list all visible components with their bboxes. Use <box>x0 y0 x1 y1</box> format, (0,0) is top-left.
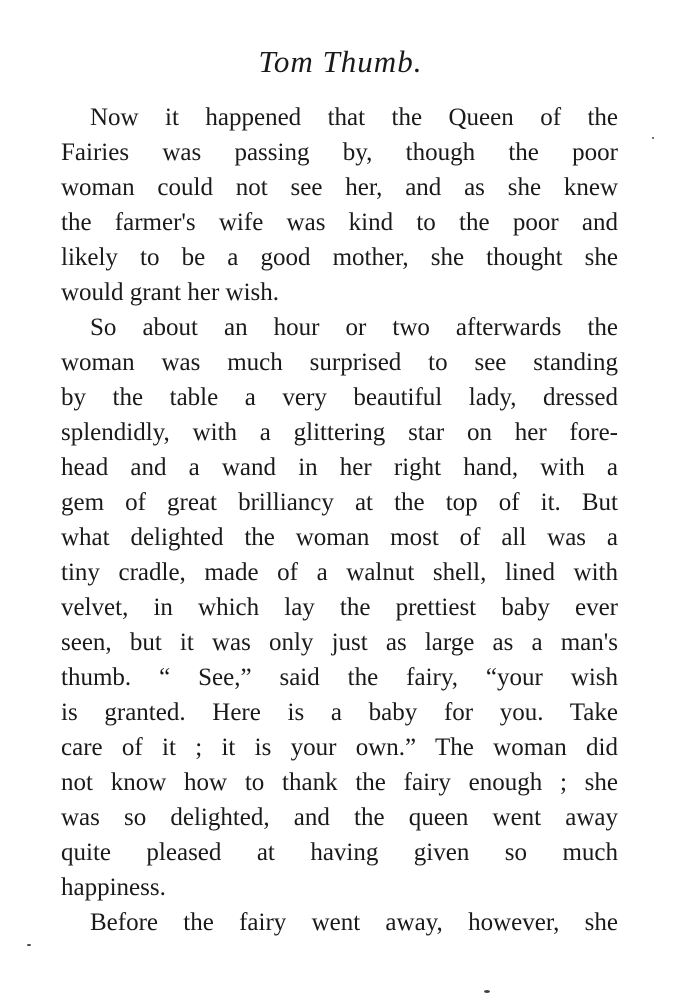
text-line: by the table a very beautiful lady, dressed <box>61 384 618 411</box>
text-line: woman could not see her, and as she knew <box>61 174 618 201</box>
text-line: would grant her wish. <box>61 279 280 306</box>
text-line: not know how to thank the fairy enough ; she <box>61 769 618 796</box>
text-line: thumb. “ See,” said the fairy, “your wish <box>61 664 618 691</box>
text-line: care of it ; it is your own.” The woman did <box>61 734 618 761</box>
text-line: what delighted the woman most of all was a <box>61 524 618 551</box>
text-line: Fairies was passing by, though the poor <box>61 139 618 166</box>
text-line: woman was much surprised to see standing <box>61 349 618 376</box>
text-line: splendidly, with a glittering star on her fore- <box>61 419 618 446</box>
text-line: was so delighted, and the queen went away <box>61 804 618 831</box>
text-line: is granted. Here is a baby for you. Take <box>61 699 618 726</box>
text-line: happiness. <box>61 874 166 901</box>
text-line: head and a wand in her right hand, with a <box>61 454 618 481</box>
text-line: tiny cradle, made of a walnut shell, lined with <box>61 559 618 586</box>
text-line: likely to be a good mother, she thought she <box>61 244 618 271</box>
text-line: So about an hour or two afterwards the <box>90 314 618 341</box>
text-line: the farmer's wife was kind to the poor and <box>61 209 618 236</box>
paper-speck <box>484 990 490 993</box>
text-line: Now it happened that the Queen of the <box>90 104 618 131</box>
running-title: Tom Thumb. <box>258 44 423 79</box>
text-line: velvet, in which lay the prettiest baby ever <box>61 594 618 621</box>
paper-speck <box>652 137 654 139</box>
text-line: seen, but it was only just as large as a man's <box>61 629 618 656</box>
paper-speck <box>27 944 31 946</box>
text-line: Before the fairy went away, however, she <box>90 909 618 936</box>
text-line: gem of great brilliancy at the top of it. But <box>61 489 618 516</box>
text-line: quite pleased at having given so much <box>61 839 618 866</box>
